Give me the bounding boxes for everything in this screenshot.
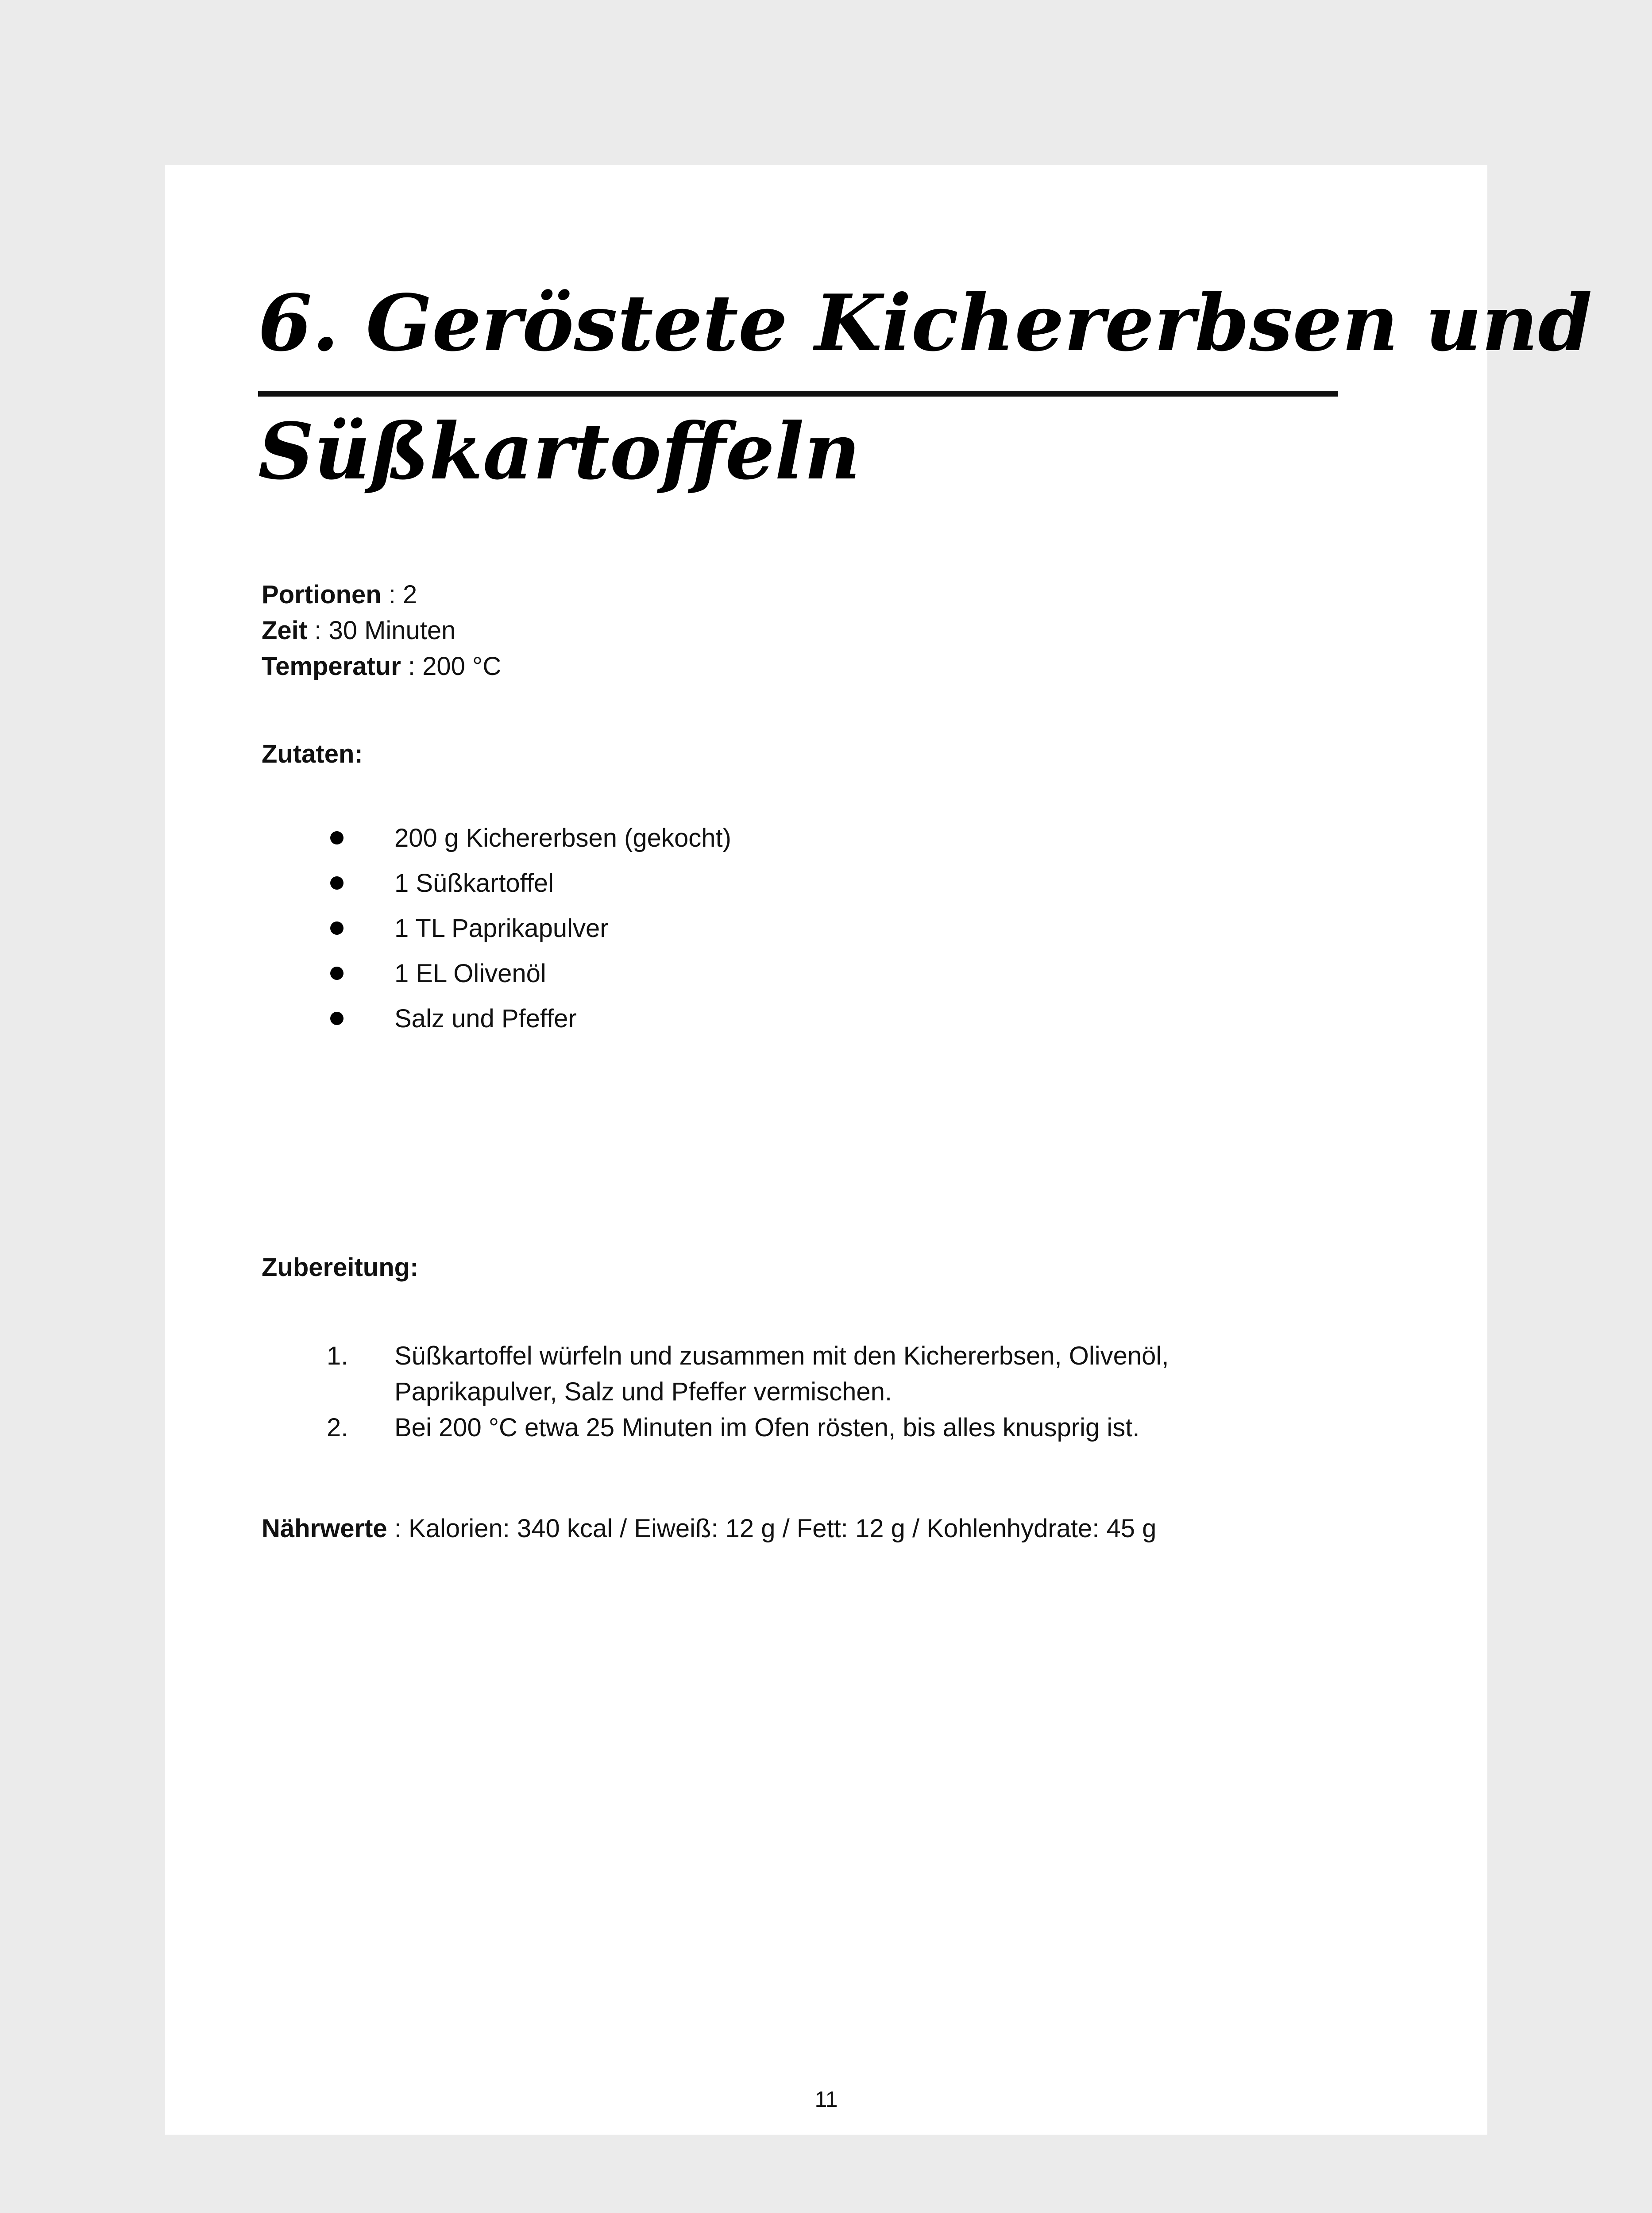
bullet-icon bbox=[330, 1012, 344, 1025]
step-number: 1. bbox=[327, 1342, 348, 1370]
step-text: Süßkartoffel würfeln und zusammen mit den Kichererbsen, Olivenöl, Paprikapulver, Salz und Pfeffer vermischen. bbox=[394, 1342, 1169, 1406]
step-text: Bei 200 °C etwa 25 Minuten im Ofen rösten, bis alles knusprig ist. bbox=[394, 1413, 1140, 1442]
recipe-meta bbox=[262, 577, 501, 684]
ingredient-text: 1 Süßkartoffel bbox=[394, 869, 554, 898]
nutrition-label: Nährwerte bbox=[262, 1514, 387, 1543]
title-underline bbox=[258, 391, 1338, 397]
temperature-row bbox=[262, 648, 501, 684]
temperature-label: Temperatur bbox=[262, 652, 401, 681]
nutrition-info bbox=[262, 1511, 1156, 1546]
page-number: 11 bbox=[814, 2087, 838, 2112]
bullet-icon bbox=[330, 876, 344, 890]
bullet-icon bbox=[330, 831, 344, 844]
step-number: 2. bbox=[327, 1413, 348, 1442]
bullet-icon bbox=[330, 967, 344, 980]
time-value: : 30 Minuten bbox=[307, 616, 456, 645]
recipe-title-line-2: Süßkartoffeln bbox=[258, 406, 861, 497]
portions-label: Portionen bbox=[262, 580, 382, 609]
ingredient-text: Salz und Pfeffer bbox=[394, 1004, 577, 1033]
temperature-value: : 200 °C bbox=[401, 652, 502, 681]
step-item bbox=[165, 1338, 1280, 1410]
time-row bbox=[262, 613, 501, 648]
recipe-title-line-1: 6. Geröstete Kichererbsen und bbox=[258, 278, 1592, 369]
portions-value: : 2 bbox=[381, 580, 417, 609]
portions-row bbox=[262, 577, 501, 613]
step-item bbox=[165, 1410, 1280, 1446]
document-page bbox=[165, 165, 1592, 2135]
preparation-steps bbox=[165, 1338, 1280, 1446]
ingredient-text: 200 g Kichererbsen (gekocht) bbox=[394, 824, 731, 852]
ingredients-heading: Zutaten: bbox=[262, 740, 363, 768]
ingredient-text: 1 TL Paprikapulver bbox=[394, 914, 609, 943]
nutrition-value: : Kalorien: 340 kcal / Eiweiß: 12 g / Fett: 12 g / Kohlenhydrate: 45 g bbox=[387, 1514, 1157, 1543]
time-label: Zeit bbox=[262, 616, 308, 645]
ingredient-text: 1 EL Olivenöl bbox=[394, 959, 546, 988]
bullet-icon bbox=[330, 921, 344, 935]
preparation-heading: Zubereitung: bbox=[262, 1253, 419, 1282]
